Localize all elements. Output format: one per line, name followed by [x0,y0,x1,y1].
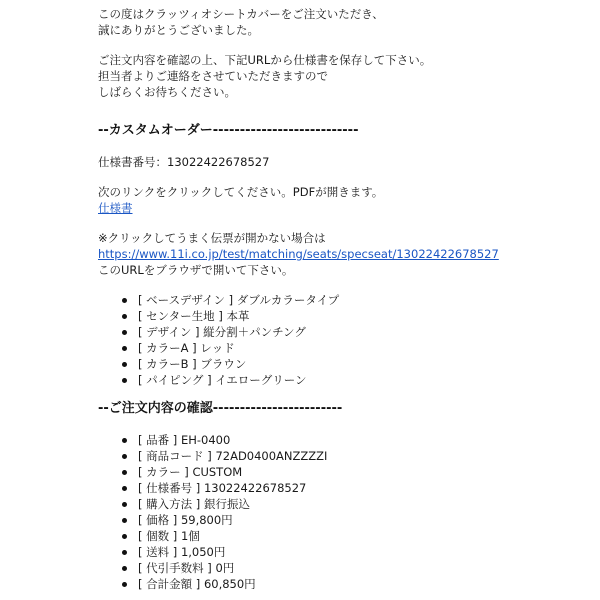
spec-number-line: 仕様書番号：13022422678527 [98,155,270,169]
list-item: [ 品番 ] EH-0400 [122,432,600,448]
custom-order-heading: --カスタムオーダー--------------------------- [98,123,359,138]
notice-line: ご注文内容を確認の上、下記URLから仕様書を保存して下さい。 [98,53,432,67]
order-confirm-list [98,432,600,592]
fallback-instruction: ※クリックしてうまく伝票が開かない場合は [98,231,326,245]
intro-line: 誠にありがとうございました。 [98,23,259,37]
spec-url-link[interactable]: https://www.11i.co.jp/test/matching/seats/specseat/13022422678527 [98,247,499,261]
list-item: [ センター生地 ] 本革 [122,308,600,324]
list-item: [ 合計金額 ] 60,850円 [122,576,600,592]
notice-line: 担当者よりご連絡をさせていただきますので [98,69,328,83]
list-item: [ 代引手数料 ] 0円 [122,560,600,576]
list-item: [ 個数 ] 1個 [122,528,600,544]
order-confirm-heading: --ご注文内容の確認------------------------ [98,401,343,416]
list-item: [ 購入方法 ] 銀行振込 [122,496,600,512]
pdf-link-paragraph [98,184,600,216]
spec-link[interactable]: 仕様書 [98,201,133,215]
list-item: [ カラーB ] ブラウン [122,356,600,372]
notice-line: しばらくお待ちください。 [98,85,236,99]
list-item: [ 価格 ] 59,800円 [122,512,600,528]
list-item: [ カラー ] CUSTOM [122,464,600,480]
intro-line: この度はクラッツィオシートカバーをご注文いただき、 [98,7,384,21]
list-item: [ 仕様番号 ] 13022422678527 [122,480,600,496]
list-item: [ ベースデザイン ] ダブルカラータイプ [122,292,600,308]
fallback-paragraph [98,230,600,278]
list-item: [ デザイン ] 縦分割＋パンチング [122,324,600,340]
click-instruction: 次のリンクをクリックしてください。PDFが開きます。 [98,185,384,199]
custom-order-list [98,292,600,388]
list-item: [ パイピング ] イエローグリーン [122,372,600,388]
browser-instruction: このURLをブラウザで開いて下さい。 [98,263,294,277]
notice-paragraph [98,52,600,100]
list-item: [ 送料 ] 1,050円 [122,544,600,560]
list-item: [ カラーA ] レッド [122,340,600,356]
intro-paragraph [98,6,600,38]
list-item: [ 商品コード ] 72AD0400ANZZZZI [122,448,600,464]
